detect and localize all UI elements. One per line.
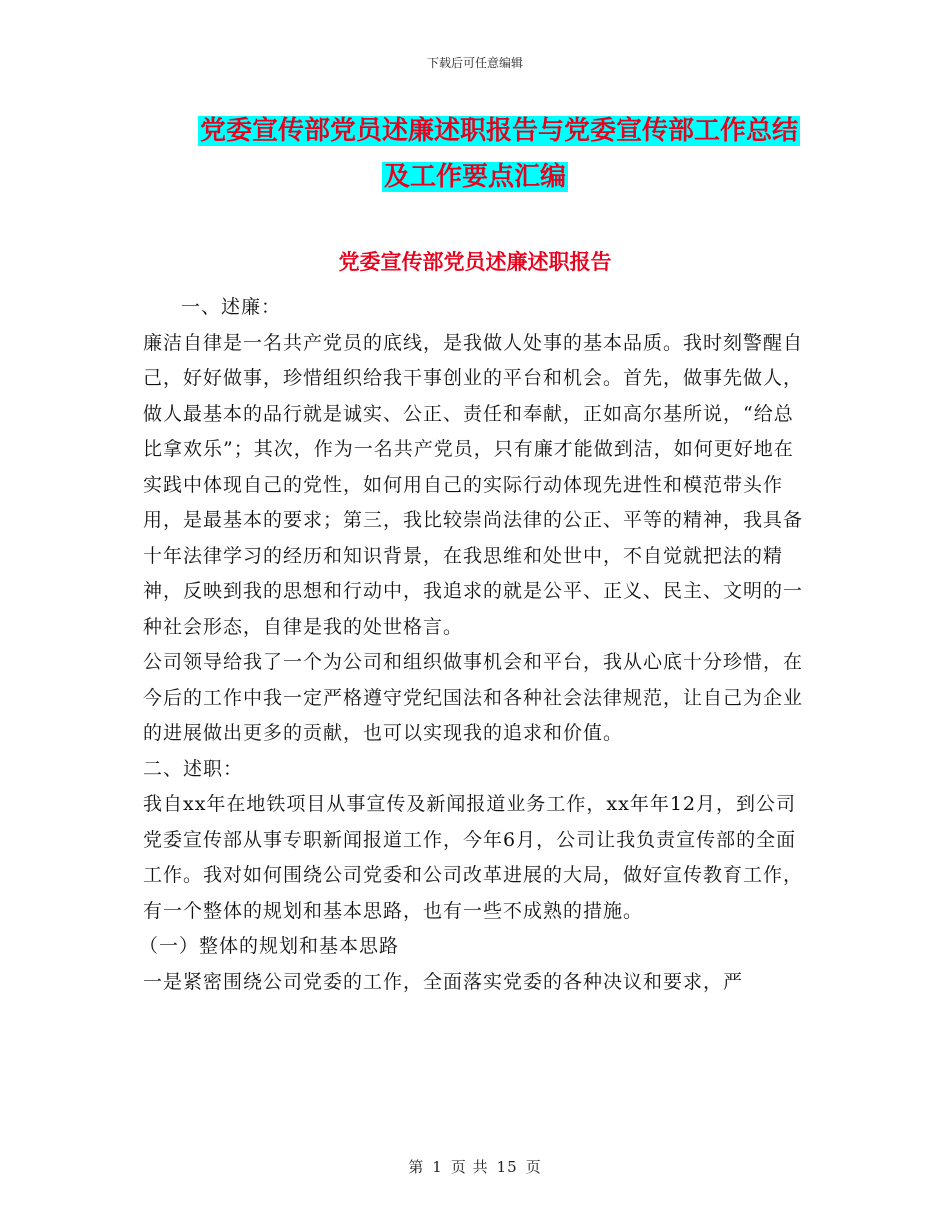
footer-middle: 页 共: [450, 1158, 489, 1176]
page-footer: [0, 1156, 950, 1177]
document-title: [0, 108, 950, 200]
section-title: 党委宣传部党员述廉述职报告: [338, 250, 612, 274]
title-line-2: [0, 154, 950, 200]
heading-shuzhi: 二、述职：: [143, 757, 244, 780]
paragraph-3: 我自xx年在地铁项目从事宣传及新闻报道业务工作，xx年年12月，到公司党委宣传部从事专职新闻报道工作，今年6月，公司让我负责宣传部的全面工作。我对如何围绕公司党委和公司改革进展的大局，做好宣传教育工作，有一个整体的规划和基本思路，也有一些不成熟的措施。: [143, 793, 804, 922]
paragraph-1: 廉洁自律是一名共产党员的底线，是我做人处事的基本品质。我时刻警醒自己，好好做事，珍惜组织给我干事创业的平台和机会。首先，做事先做人，做人最基本的品行就是诚实、公正、责任和奉献，正如高尔基所说，“给总比拿欢乐”；其次，作为一名共产党员，只有廉才能做到洁，如何更好地在实践中体现自己的党性，如何用自己的实际行动体现先进性和模范带头作用，是最基本的要求；第三，我比较崇尚法律的公正、平等的精神，我具备十年法律学习的经历和知识背景，在我思维和处世中，不自觉就把法的精神，反映到我的思想和行动中，我追求的就是公平、正义、民主、文明的一种社会形态，自律是我的处世格言。: [143, 331, 804, 638]
title-line-1: [0, 108, 950, 154]
header-note: 下载后可任意编辑: [426, 56, 523, 70]
footer-suffix: 页: [525, 1158, 542, 1176]
paragraph-2: 公司领导给我了一个为公司和组织做事机会和平台，我从心底十分珍惜，在今后的工作中我一定严格遵守党纪国法和各种社会法律规范，让自己为企业的进展做出更多的贡献，也可以实现我的追求和价值。: [143, 651, 804, 744]
footer-total-pages: 15: [496, 1158, 518, 1176]
title-line-2-text: 及工作要点汇编: [383, 162, 566, 192]
title-line-1-text: 党委宣传部党员述廉述职报告与党委宣传部工作总结: [199, 116, 798, 146]
footer-page-number: 1: [432, 1158, 443, 1176]
heading-shulian: 一、述廉：: [181, 296, 282, 318]
document-body: [139, 290, 804, 1000]
subheading-1: （一）整体的规划和基本思路: [139, 935, 400, 957]
paragraph-4: 一是紧密围绕公司党委的工作，全面落实党委的各种决议和要求，严: [143, 970, 744, 993]
footer-prefix: 第: [408, 1158, 425, 1176]
